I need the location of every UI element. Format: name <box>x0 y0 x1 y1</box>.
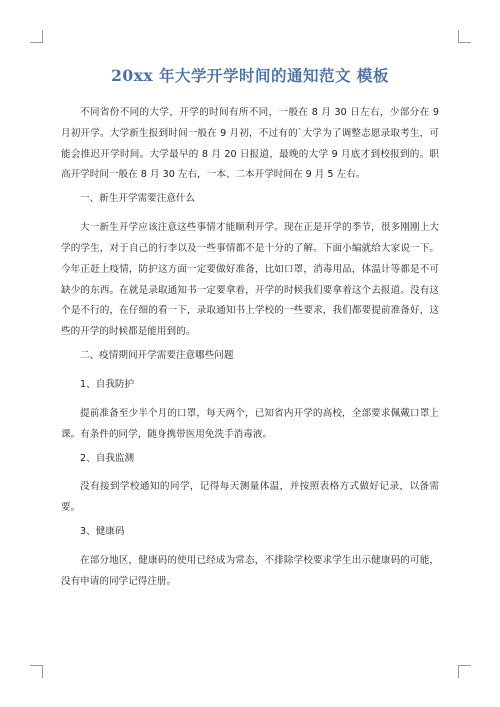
subheading-self-protection: 1、自我防护 <box>80 378 135 390</box>
intro-paragraph: 不同省份不同的大学，开学的时间有所不同，一般在 8 月 30 日左右，少部分在 9 月初开学。大学新生报到时间一般在 9 月初，不过有的`大学为了调整志愿录取考生，可能会推迟开学时间。大学最早的 8 月 20 日报道，最晚的大学 9 月底才到校报到的。职高开学时间一般在 8 月 30 左右，一本、二本开学时间在 9 月 5 左右。 <box>61 107 439 181</box>
section-1-paragraph: 大一新生开学应该注意这些事情才能顺利开学。现在正是开学的季节，很多刚刚上大学的学生，对于自己的行李以及一些事情都不是十分的了解。下面小编就给大家说一下。今年正赶上疫情，防护这方面一定要做好准备，比如口罩，消毒用品，体温计等都是不可缺少的东西。在就是录取通知书一定要拿着，开学的时候我们要拿着这个去报道。没有这个是不行的，在仔细的看一下，录取通知书上学校的一些要求，我们都要提前准备好，这些的开学的时候都是能用到的。 <box>61 222 439 338</box>
section-heading-2: 二、疫情期间开学需要注意哪些问题 <box>80 350 234 362</box>
crop-mark-top-right <box>458 30 471 43</box>
crop-mark-bottom-left <box>30 665 43 678</box>
document-title: 20xx 年大学开学时间的通知范文 模板 <box>111 66 389 85</box>
subheading-health-code: 3、健康码 <box>80 526 125 538</box>
crop-mark-top-left <box>30 30 43 43</box>
health-code-paragraph: 在部分地区，健康码的使用已经成为常态，不排除学校要求学生出示健康码的可能，没有申请的同学记得注册。 <box>61 554 439 587</box>
document-body <box>61 103 439 596</box>
crop-mark-bottom-right <box>458 665 471 678</box>
self-protection-paragraph: 提前准备至少半个月的口罩，每天两个，已知省内开学的高校，全部要求佩戴口罩上课。有条件的同学，随身携带医用免洗手消毒液。 <box>61 407 439 440</box>
self-monitoring-paragraph: 没有接到学校通知的同学，记得每天测量体温，并按照表格方式做好记录，以备需要。 <box>61 481 439 514</box>
subheading-self-monitoring: 2、自我监测 <box>80 452 135 464</box>
section-heading-1: 一、新生开学需要注意什么 <box>80 193 196 205</box>
